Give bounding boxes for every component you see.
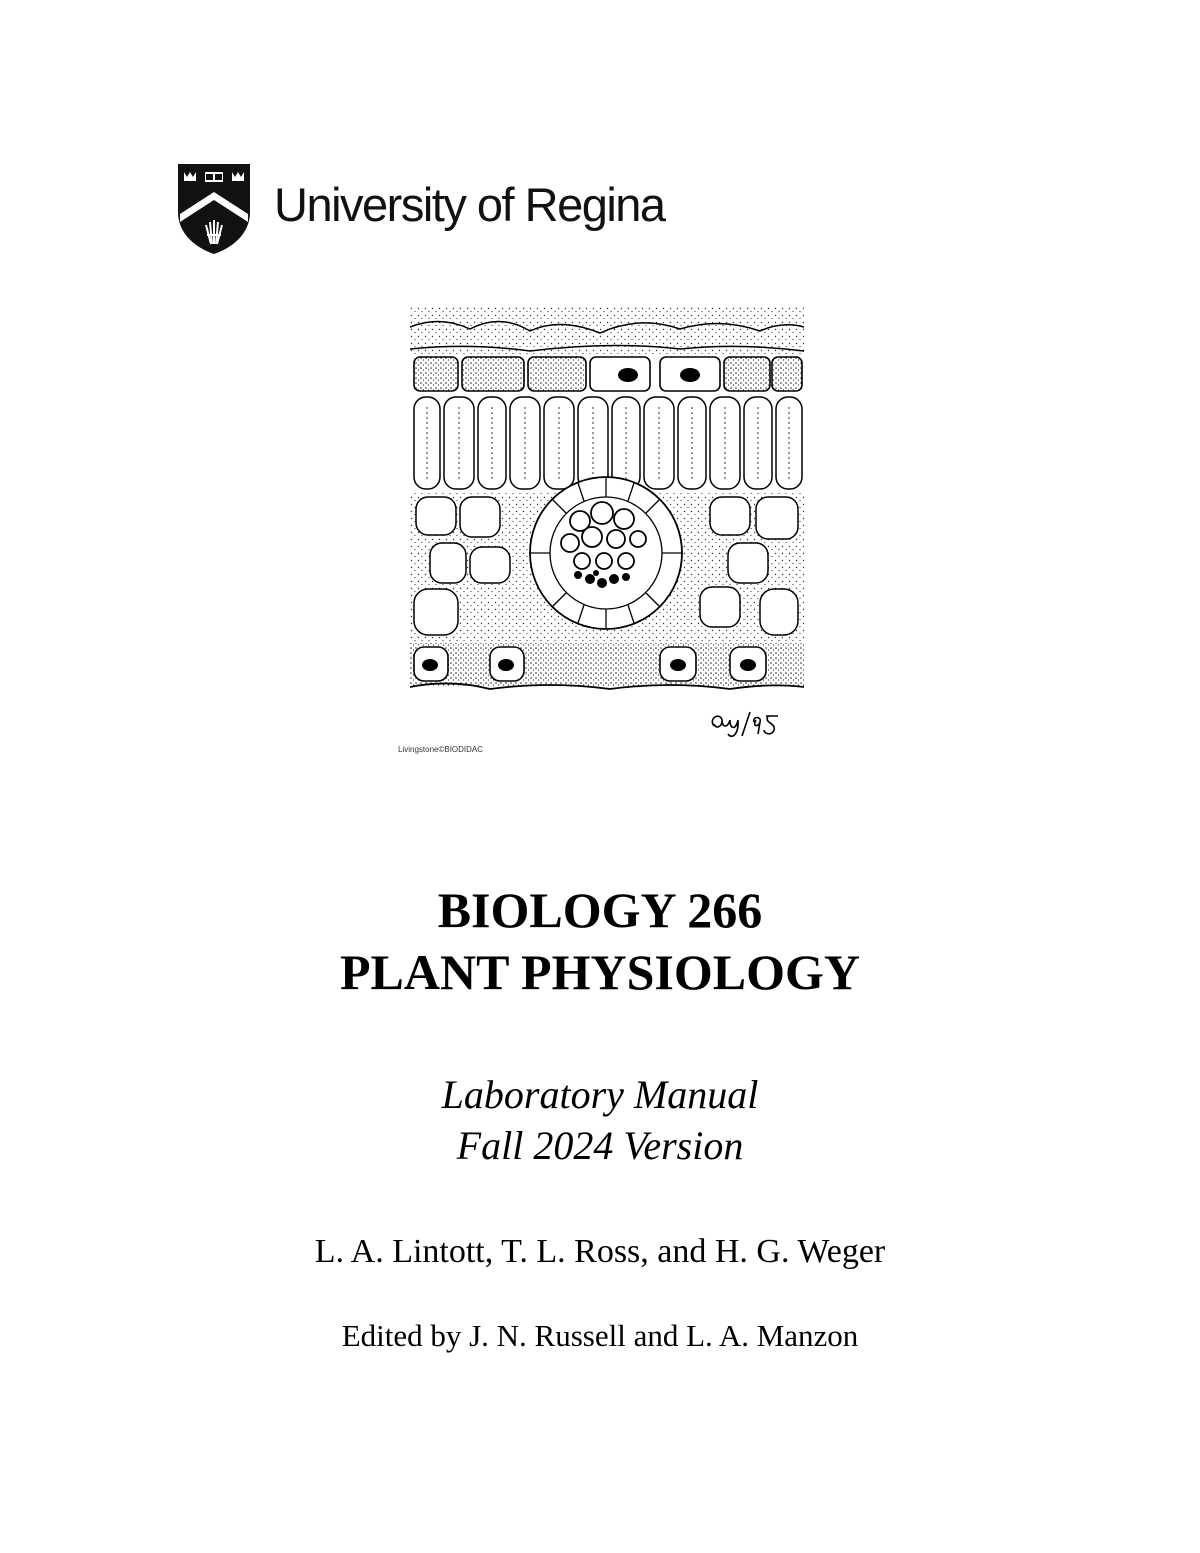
institution-name: University of Regina [274,178,665,231]
university-crest-icon [176,162,252,256]
manual-subtitle: Laboratory Manual [441,1072,759,1117]
illustration-credit: Livingstone©BIODIDAC [398,745,484,754]
editors-line: Edited by J. N. Russell and L. A. Manzon [341,1318,859,1353]
leaf-cross-section-illustration [410,307,804,691]
version-subtitle: Fall 2024 Version [456,1123,744,1168]
artist-signature [706,708,786,747]
course-code-title: BIOLOGY 266 [437,882,763,938]
course-name-title: PLANT PHYSIOLOGY [340,944,860,1000]
authors-line: L. A. Lintott, T. L. Ross, and H. G. Weger [314,1233,886,1270]
